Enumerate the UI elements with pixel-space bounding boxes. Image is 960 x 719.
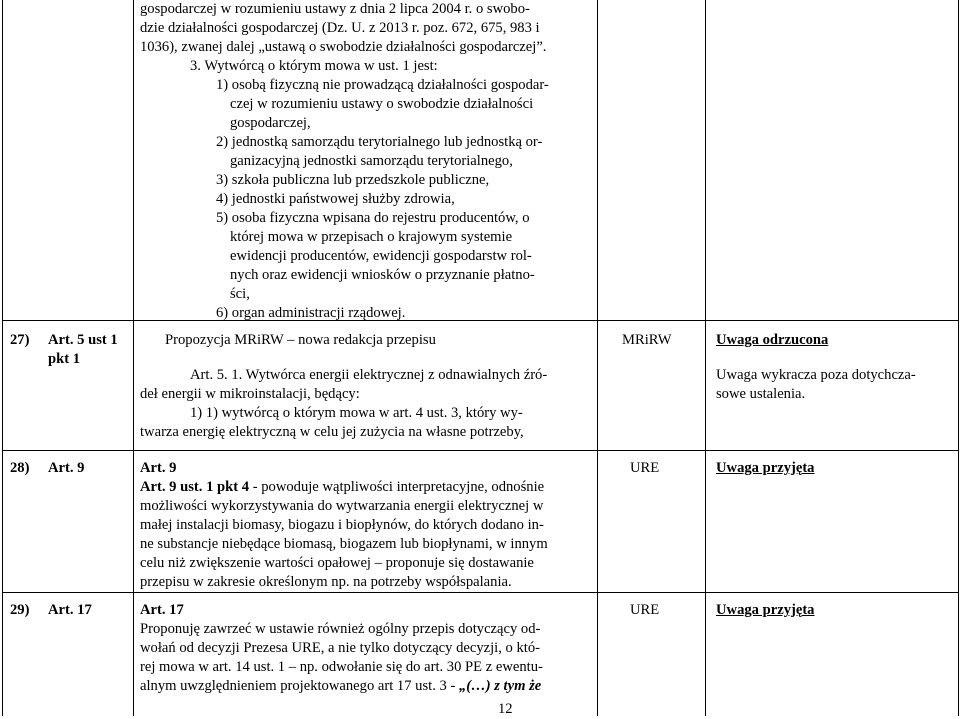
- article-ref: Art. 5 ust 1 pkt 1: [48, 332, 118, 367]
- status-label: Uwaga odrzucona: [716, 332, 829, 348]
- source-label: URE: [630, 460, 660, 476]
- page-number: 12: [498, 701, 513, 717]
- comment-text: Art. 9 ust. 1 pkt 4 - powoduje wątpliwości interpretacyjne, odnośnie możliwości wykorzystywania do wytwarzania energii elektrycznej w małej instalacji biomasy, biogazu i biopłynów, do których dodano in- ne substancje niebędące biomasą, biogazem lub biopłynami, w innym celu niż zwiększenie wartości opałowej – proponuje się dostawanie przepisu w zakresie określonym np. na potrzeby współspalania.: [140, 479, 548, 590]
- text-line: dzie działalności gospodarczej (Dz. U. z 2013 r. poz. 672, 675, 983 i: [140, 20, 540, 36]
- source-label: MRiRW: [622, 332, 672, 348]
- proposal-title: Propozycja MRiRW – nowa redakcja przepisu: [165, 332, 436, 348]
- section-heading: Art. 17: [140, 602, 184, 618]
- status-note: Uwaga wykracza poza dotychcza- sowe ustalenia.: [716, 367, 916, 402]
- status-label: Uwaga przyjęta: [716, 460, 815, 476]
- row-divider: [2, 450, 959, 451]
- list-item: 2) jednostką samorządu terytorialnego lub jednostką or- ganizacyjną jednostki samorządu terytorialnego,: [216, 134, 543, 169]
- source-label: URE: [630, 602, 660, 618]
- section-heading: Art. 9: [140, 460, 177, 476]
- list-item: 3) szkoła publiczna lub przedszkole publiczne,: [216, 172, 490, 188]
- grid-line: [597, 0, 598, 716]
- list-item: 4) jednostki państwowej służby zdrowia,: [216, 191, 455, 207]
- producer-list: [216, 76, 586, 323]
- proposal-text: Art. 5. 1. Wytwórca energii elektrycznej z odnawialnych źró- deł energii w mikroinstalacji, będący: 1) 1) wytwórcą o którym mowa w art. 4 ust. 3, który wy- twarza energię elektryczną w celu jej zużycia na własne potrzeby,: [140, 367, 548, 440]
- article-ref: Art. 17: [48, 602, 92, 618]
- row-divider: [2, 592, 959, 593]
- comment-text: Proponuję zawrzeć w ustawie również ogólny przepis dotyczący od- wołań od decyzji Prezesa URE, a nie tylko dotyczący decyzji, o któ- rej mowa w art. 14 ust. 1 – np. odwołanie się do art. 30 PE z ewentu- alnym uwzględnieniem projektowanego art 17 ust. 3 - „(…) z tym że: [140, 621, 543, 694]
- article-ref: Art. 9: [48, 460, 85, 476]
- item-3: 3. Wytwórcą o którym mowa w ust. 1 jest:: [190, 58, 438, 74]
- text-line: 1036), zwanej dalej „ustawą o swobodzie działalności gospodarczej”.: [140, 39, 547, 55]
- list-item: 6) organ administracji rządowej.: [216, 305, 406, 321]
- row-number: 29): [10, 602, 30, 618]
- grid-line: [958, 0, 959, 716]
- row-number: 28): [10, 460, 30, 476]
- list-item: 5) osoba fizyczna wpisana do rejestru producentów, o której mowa w przepisach o krajowym systemie ewidencji producentów, ewidencji gospodarstw rol- nych oraz ewidencji wniosków o przyznanie płatno- ści,: [216, 210, 535, 302]
- continued-text: [140, 0, 588, 57]
- row-number: 27): [10, 332, 30, 348]
- status-label: Uwaga przyjęta: [716, 602, 815, 618]
- grid-line: [133, 0, 134, 716]
- text-line: gospodarczej w rozumieniu ustawy z dnia 2 lipca 2004 r. o swobo-: [140, 1, 530, 17]
- list-item: 1) osobą fizyczną nie prowadzącą działalności gospodar- czej w rozumieniu ustawy o swobodzie działalności gospodarczej,: [216, 77, 549, 131]
- grid-line: [705, 0, 706, 716]
- grid-line: [2, 0, 3, 716]
